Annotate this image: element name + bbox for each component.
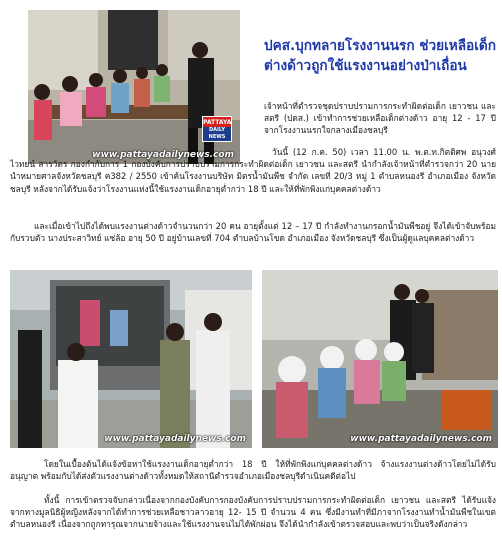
paragraph-4: โดยในเบื้องต้นได้แจ้งข้อหาใช้แรงงานเด็กอายุต่ำกว่า 18 ปี ให้ที่พักพิงแก่บุคคลต่างด้าว จ้างแรงงานต่างด้าวโดยไม่ได้รับอนุญาต พร้อมกับได้ส่งตัวแรงงานต่างด้าวทั้งหมดให้สถานีตำรวจอำเภอเมืองชลบุรีดำเนินคดีต่อไป	[10, 459, 496, 482]
paragraph-5: ทั้งนี้ การเข้าตรวจจับกล่าวเนื่องจากกองบังคับการกองบังคับการปราบปรามการกระทำผิดต่อเด็ก เยาวชน และสตรี ได้รับแจ้งจากทางมูลนิธิผู้หญิงหลังจากได้ทำการช่วยเหลือชาวลาวอายุ 12- 15 ปี จำนวน 4 คน ซึ่งมีงานทำที่มีภาจากโรงงานทำน้ำมันพืชในเขตตำบลหนองรี เนื่องจากถูกทารุณจากนายจ้างและใช้แรงงานจนไม่ได้พักผ่อน จึงได้นำกำลังเข้าตรวจสอบและพบว่าเป็นจริงดังกล่าว	[10, 495, 496, 530]
photo-children-floor	[262, 270, 498, 448]
photo-children-bench	[28, 10, 240, 164]
paragraph-1: เจ้าหน้าที่ตำรวจชุดปราบปรามการกระทำผิดต่อเด็ก เยาวชน และสตรี (ปดส.) เข้าทำการช่วยเหลือเด็กต่างด้าว อายุ 12 - 17 ปี จากโรงงานนรกใจกลางเมืองชลบุรี	[264, 101, 496, 136]
photo-scene-floor	[262, 270, 498, 448]
watermark: www.pattayadailynews.com	[92, 150, 234, 160]
article-headline: ปคส.บุกทลายโรงงานนรก ช่วยเหลือเด็กต่างด้าวถูกใช้แรงงานอย่างป่าเถื่อน	[264, 38, 496, 74]
paragraph-3: และเมื่อเข้าไปถึงได้พบแรงงานต่างด้าวจำนวนกว่า 20 คน อายุตั้งแต่ 12 – 17 ปี กำลังทำงานกรอกน้ำมันพืชอยู่ จึงได้เข้าจับพร้อมกับรวบตัว นางประสาวิทย์ แซ่ล้อ อายุ 50 ปี อยู่บ้านเลขที่ 704 ตำบลบ้านโขด อำเภอเมือง จังหวัดชลบุรี ซึ่งเป็นผู้ดูแลบุคคลต่างด้าว	[10, 221, 496, 244]
logo-line1: PATTAYA	[203, 119, 232, 126]
photo-truck	[10, 270, 252, 448]
pattaya-daily-news-logo	[202, 116, 232, 142]
logo-line2: DAILY NEWS	[203, 127, 231, 141]
watermark-truck: www.pattayadailynews.com	[104, 434, 246, 444]
photo-scene-truck	[10, 270, 252, 448]
watermark-floor: www.pattayadailynews.com	[350, 434, 492, 444]
paragraph-2: วันนี้ (12 ก.ค. 50) เวลา 11.00 น. พ.ต.ท.กิตติศพ อนุวงศ์ไวทยน์ สารวัตร กองกำกับการ 1 กองบังคับการปราบปรามการกระทำผิดต่อเด็ก เยาวชน และสตรี นำกำลังเจ้าหน้าที่ตำรวจกว่า 20 นาย นำหมายศาลจังหวัดชลบุรี ค382 / 2550 เข้าค้นโรงงานบริษัท มิตรน้ำมันพืช จำกัด เลขที่ 20/3 หมู่ 1 ตำบลหนองรี อำเภอเมือง จังหวัดชลบุรี หลังจากได้รับแจ้งว่าโรงงานแห่งนี้ใช้แรงงานเด็กอายุต่ำกว่า 18 ปี และให้ที่พักพิงแก่บุคคลต่างด้าว	[10, 147, 496, 194]
